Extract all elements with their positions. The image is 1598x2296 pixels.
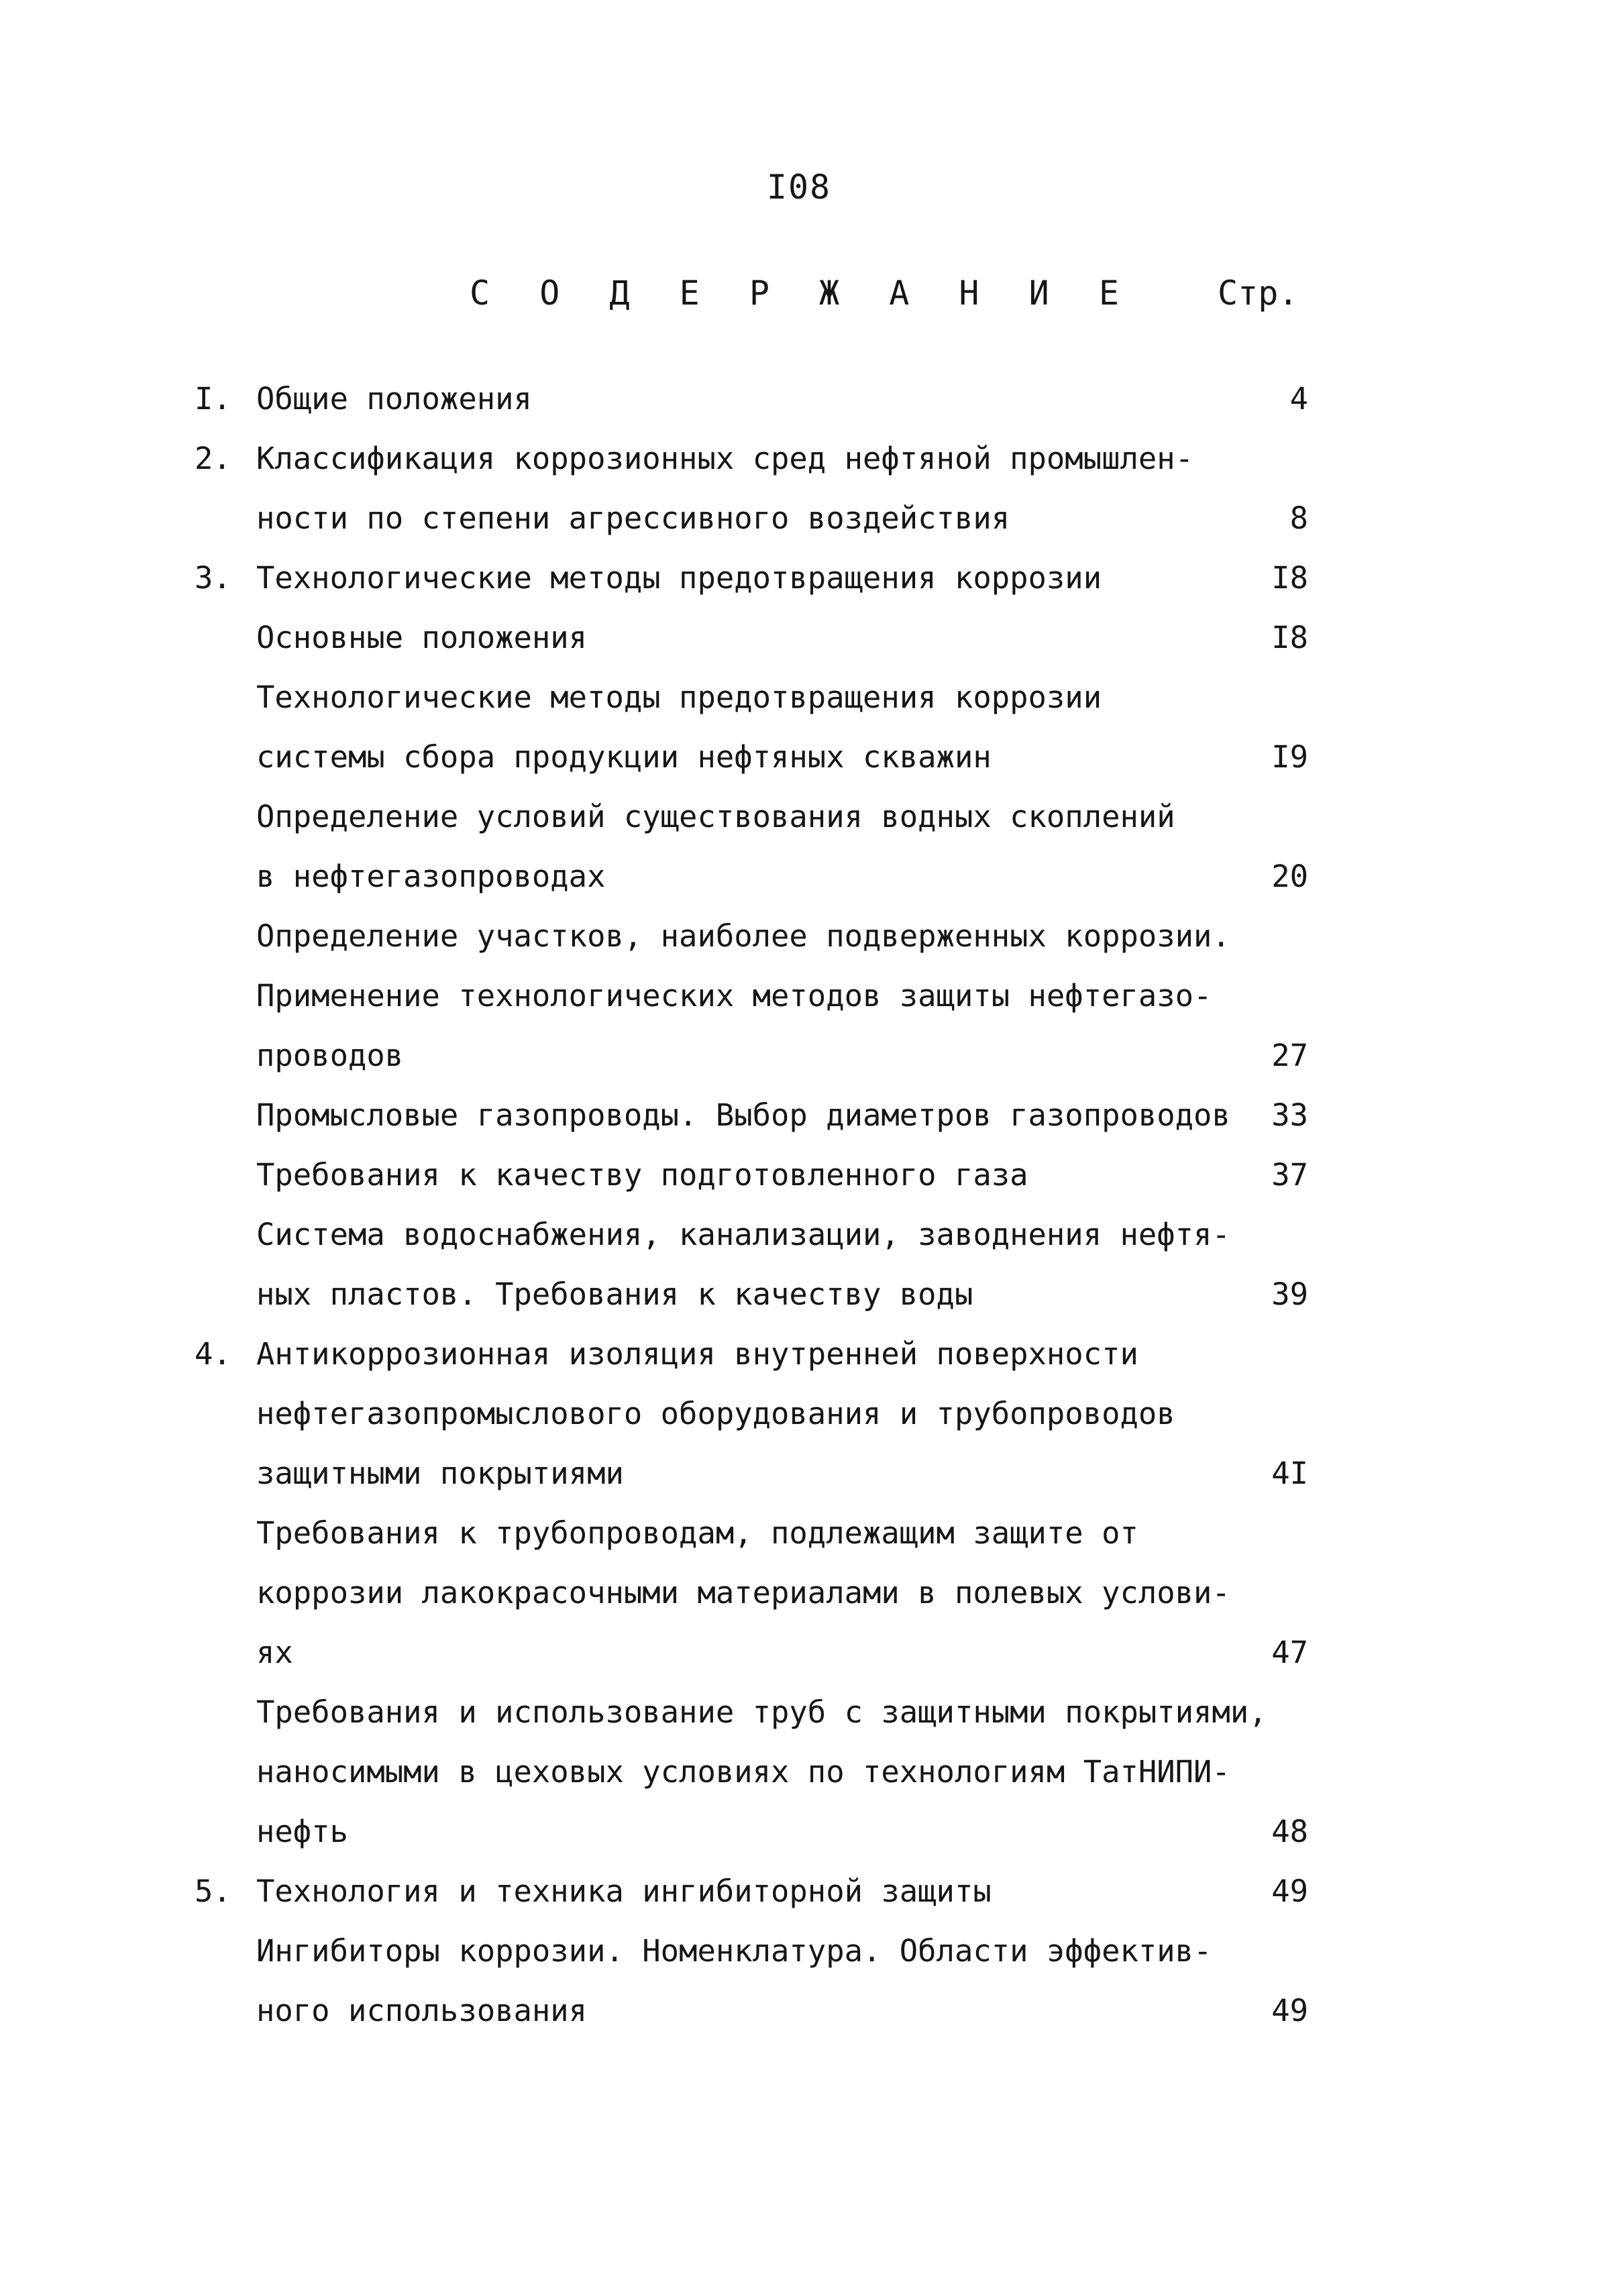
toc-line (195, 429, 1308, 488)
toc-title: С О Д Е Р Ж А Н И Е (470, 274, 1134, 313)
toc-entry-text: ности по степени агрессивного воздействия (256, 500, 1010, 536)
toc-line (195, 1324, 1308, 1384)
toc-line (195, 1623, 1308, 1682)
toc-entry-text: Технология и техника ингибиторной защиты (256, 1873, 992, 1909)
toc-entry-text: нефтегазопромыслового оборудования и трубопроводов (256, 1396, 1175, 1431)
toc-line (195, 548, 1308, 608)
toc-line (195, 1384, 1308, 1443)
toc-entry-text: проводов (256, 1038, 404, 1073)
toc-entry-text: Технологические методы предотвращения коррозии (256, 560, 1102, 596)
toc-entry-text: коррозии лакокрасочными материалами в полевых услови- (256, 1575, 1230, 1610)
toc-entry-text: наносимыми в цеховых условиях по технологиям ТатНИПИ- (256, 1754, 1230, 1790)
toc-line (195, 846, 1308, 906)
toc-line (195, 966, 1308, 1026)
toc-page-number: I8 (1271, 620, 1308, 655)
toc-line (195, 1742, 1308, 1802)
toc-entry-text: системы сбора продукции нефтяных скважин (256, 739, 992, 775)
toc-page-number: 33 (1271, 1097, 1308, 1133)
toc-entry-text: Определение участков, наиболее подверженных коррозии. (256, 918, 1230, 954)
toc-entry-text: ного использования (256, 1993, 588, 2028)
toc-entry-text: Промысловые газопроводы. Выбор диаметров газопроводов (256, 1097, 1230, 1133)
toc-entry-text: защитными покрытиями (256, 1456, 624, 1491)
toc-page-number: 49 (1271, 1993, 1308, 2028)
toc-entry-text: Ингибиторы коррозии. Номенклатура. Области эффектив- (256, 1933, 1212, 1969)
toc-page-number: 39 (1271, 1276, 1308, 1312)
pages-column-header: Стр. (1218, 274, 1299, 313)
toc-entry-text: Основные положения (256, 620, 588, 655)
toc-entry-text: Применение технологических методов защиты нефтегазо- (256, 978, 1212, 1014)
toc-entry-text: нефть (256, 1814, 348, 1849)
toc-line (195, 1802, 1308, 1861)
toc-page-number: 20 (1271, 859, 1308, 894)
toc-line (195, 1981, 1308, 2040)
toc-line (195, 1264, 1308, 1324)
toc-line (195, 1861, 1308, 1921)
toc-line (195, 1503, 1308, 1563)
toc-section-number: 5. (195, 1873, 231, 1909)
toc-page-number: 37 (1271, 1157, 1308, 1193)
table-of-contents (195, 369, 1308, 2040)
toc-page-number: 47 (1271, 1635, 1308, 1670)
toc-line (195, 727, 1308, 787)
toc-line (195, 1563, 1308, 1623)
toc-page-number: 4 (1289, 381, 1308, 417)
toc-entry-text: Определение условий существования водных скоплений (256, 799, 1175, 834)
toc-entry-text: ях (256, 1635, 293, 1670)
toc-line (195, 488, 1308, 548)
toc-line (195, 906, 1308, 966)
toc-line (195, 1443, 1308, 1503)
toc-line (195, 667, 1308, 727)
toc-line (195, 369, 1308, 429)
toc-entry-text: Антикоррозионная изоляция внутренней поверхности (256, 1336, 1138, 1372)
toc-line (195, 1026, 1308, 1085)
toc-page-number: I8 (1271, 560, 1308, 596)
toc-entry-text: в нефтегазопроводах (256, 859, 606, 894)
toc-entry-text: Требования и использование труб с защитными покрытиями, (256, 1694, 1267, 1730)
toc-page-number: 4I (1271, 1456, 1308, 1491)
toc-line (195, 1921, 1308, 1981)
toc-section-number: 2. (195, 441, 231, 476)
toc-entry-text: Классификация коррозионных сред нефтяной промышлен- (256, 441, 1194, 476)
toc-entry-text: Система водоснабжения, канализации, заводнения нефтя- (256, 1217, 1230, 1252)
toc-line (195, 1085, 1308, 1145)
toc-line (195, 608, 1308, 667)
toc-page-number: I9 (1271, 739, 1308, 775)
toc-page-number: 49 (1271, 1873, 1308, 1909)
toc-page-number: 27 (1271, 1038, 1308, 1073)
toc-section-number: 3. (195, 560, 231, 596)
toc-entry-text: Требования к качеству подготовленного газа (256, 1157, 1028, 1193)
toc-line (195, 1145, 1308, 1205)
toc-line (195, 787, 1308, 846)
toc-entry-text: Общие положения (256, 381, 532, 417)
toc-page-number: 48 (1271, 1814, 1308, 1849)
toc-line (195, 1205, 1308, 1264)
toc-section-number: I. (195, 381, 231, 417)
toc-entry-text: ных пластов. Требования к качеству воды (256, 1276, 973, 1312)
toc-line (195, 1682, 1308, 1742)
toc-page-number: 8 (1289, 500, 1308, 536)
toc-section-number: 4. (195, 1336, 231, 1372)
toc-entry-text: Технологические методы предотвращения коррозии (256, 679, 1102, 715)
page-number: I08 (766, 168, 832, 207)
toc-entry-text: Требования к трубопроводам, подлежащим защите от (256, 1515, 1138, 1551)
